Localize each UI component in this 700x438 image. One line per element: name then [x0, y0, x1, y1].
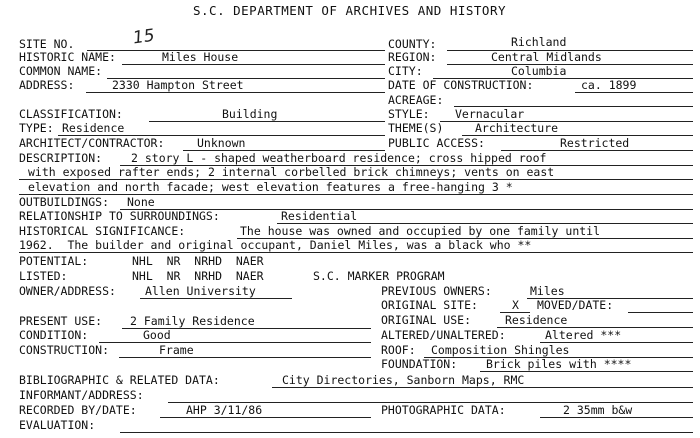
original-use-label: ORIGINAL USE:	[381, 313, 472, 327]
owner-value: Allen University	[145, 284, 256, 298]
original-site-label: ORIGINAL SITE:	[381, 298, 478, 312]
recorded-by-value: AHP 3/11/86	[186, 403, 263, 417]
architect-label: ARCHITECT/CONTRACTOR:	[19, 136, 165, 150]
original-site-value: X	[512, 298, 519, 312]
site-no-label: SITE NO.	[19, 37, 75, 51]
moved-date-label: MOVED/DATE:	[537, 298, 614, 312]
roof-value: Composition Shingles	[431, 343, 570, 357]
site-no-value: 15	[131, 25, 156, 49]
condition-line	[99, 342, 371, 343]
marker-program: S.C. MARKER PROGRAM	[313, 269, 445, 283]
style-value: Vernacular	[455, 107, 525, 121]
recorded-by-line	[160, 417, 371, 418]
foundation-line	[480, 371, 693, 372]
owner-line	[140, 298, 292, 299]
theme-label: THEME(S)	[388, 121, 444, 135]
bibliographic-label: BIBLIOGRAPHIC & RELATED DATA:	[19, 373, 220, 387]
construction-value: Frame	[159, 343, 194, 357]
description-label: DESCRIPTION:	[19, 151, 103, 165]
photographic-label: PHOTOGRAPHIC DATA:	[381, 403, 506, 417]
significance-underline-2	[19, 252, 693, 253]
construction-line	[119, 357, 371, 358]
common-name-label: COMMON NAME:	[19, 64, 103, 78]
historic-name-value: Miles House	[162, 50, 239, 64]
public-access-value: Restricted	[560, 136, 630, 150]
theme-value: Architecture	[475, 121, 559, 135]
date-construction-label: DATE OF CONSTRUCTION:	[388, 78, 534, 92]
evaluation-line	[120, 432, 693, 433]
photographic-line	[540, 417, 693, 418]
region-value: Central Midlands	[491, 50, 602, 64]
foundation-label: FOUNDATION:	[381, 357, 458, 371]
architect-value: Unknown	[197, 136, 246, 150]
city-label: CITY:	[388, 64, 423, 78]
evaluation-label: EVALUATION:	[19, 418, 96, 432]
historic-name-label: HISTORIC NAME:	[19, 50, 116, 64]
condition-value: Good	[143, 328, 171, 342]
address-line	[86, 92, 385, 93]
previous-owners-value: Miles	[530, 284, 565, 298]
style-label: STYLE:	[388, 107, 430, 121]
classification-line	[149, 121, 385, 122]
region-label: REGION:	[388, 50, 437, 64]
present-use-label: PRESENT USE:	[19, 314, 103, 328]
county-label: COUNTY:	[388, 37, 437, 51]
bibliographic-line	[272, 387, 693, 388]
outbuildings-label: OUTBUILDINGS:	[19, 195, 110, 209]
address-label: ADDRESS:	[19, 78, 75, 92]
description-line-3: elevation and north facade; west elevation features a free-hanging 3 *	[28, 180, 513, 194]
type-value: Residence	[62, 121, 125, 135]
city-value: Columbia	[511, 64, 567, 78]
classification-label: CLASSIFICATION:	[19, 107, 123, 121]
historic-name-line	[122, 64, 385, 65]
roof-label: ROOF:	[381, 343, 416, 357]
page-title: S.C. DEPARTMENT OF ARCHIVES AND HISTORY	[193, 3, 506, 18]
region-line	[447, 64, 693, 65]
altered-label: ALTERED/UNALTERED:	[381, 328, 506, 342]
bibliographic-value: City Directories, Sanborn Maps, RMC	[282, 373, 525, 387]
construction-label: CONSTRUCTION:	[19, 343, 110, 357]
date-construction-value: ca. 1899	[581, 78, 637, 92]
significance-line-2: 1962. The builder and original occupant, Daniel Miles, was a black who **	[19, 238, 532, 252]
county-value: Richland	[511, 35, 567, 49]
altered-value: Altered ***	[545, 328, 622, 342]
original-use-value: Residence	[505, 313, 568, 327]
owner-label: OWNER/ADDRESS:	[19, 284, 116, 298]
present-use-value: 2 Family Residence	[130, 314, 255, 328]
outbuildings-value: None	[127, 195, 155, 209]
acreage-label: ACREAGE:	[388, 93, 444, 107]
description-underline-3	[19, 194, 693, 195]
informant-label: INFORMANT/ADDRESS:	[19, 388, 144, 402]
foundation-value: Brick piles with ****	[486, 357, 632, 371]
relationship-label: RELATIONSHIP TO SURROUNDINGS:	[19, 209, 220, 223]
previous-owners-label: PREVIOUS OWNERS:	[381, 284, 492, 298]
public-access-label: PUBLIC ACCESS:	[388, 136, 485, 150]
address-value: 2330 Hampton Street	[112, 78, 244, 92]
potential-options: NHL NR NRHD NAER	[132, 254, 264, 268]
significance-line-1: The house was owned and occupied by one family until	[240, 224, 601, 238]
listed-options: NHL NR NRHD NAER	[132, 269, 264, 283]
moved-date-line	[628, 312, 693, 313]
relationship-value: Residential	[281, 209, 358, 223]
description-line-1: 2 story L - shaped weatherboard residence; cross hipped roof	[131, 151, 547, 165]
classification-value: Building	[222, 107, 278, 121]
photographic-value: 2 35mm b&w	[563, 403, 633, 417]
recorded-by-label: RECORDED BY/DATE:	[19, 403, 137, 417]
significance-label: HISTORICAL SIGNIFICANCE:	[19, 224, 186, 238]
date-construction-line	[575, 92, 693, 93]
potential-label: POTENTIAL:	[19, 254, 89, 268]
condition-label: CONDITION:	[19, 328, 89, 342]
listed-label: LISTED:	[19, 269, 68, 283]
type-label: TYPE:	[19, 121, 54, 135]
description-line-2: with exposed rafter ends; 2 internal corbelled brick chimneys; vents on east	[28, 165, 555, 179]
